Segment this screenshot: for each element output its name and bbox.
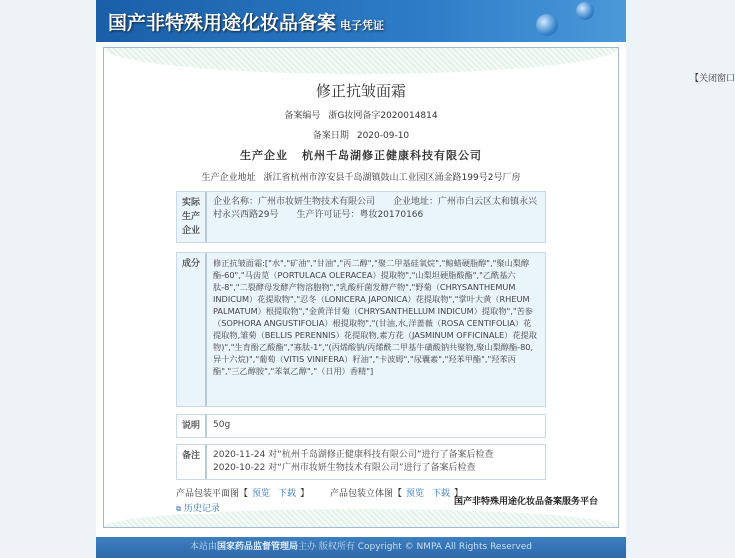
description-label: 说明 bbox=[177, 415, 207, 437]
producer-row bbox=[104, 147, 618, 163]
description-text: 50g bbox=[213, 420, 231, 430]
header-title-text: 国产非特殊用途化妆品备案 bbox=[108, 12, 337, 34]
actual-producer-text: 企业名称：广州市妆妍生物技术有限公司 企业地址：广州市白云区太和镇永兴村永兴西路29号 生产许可证号：粤妆20170166 bbox=[213, 197, 538, 220]
molecule-decoration-icon bbox=[576, 2, 594, 20]
flat-preview-link[interactable]: 预览 bbox=[252, 489, 271, 499]
flat-image-label: 产品包装平面图 bbox=[176, 489, 240, 499]
molecule-decoration-icon bbox=[536, 14, 558, 36]
history-label[interactable]: 历史记录 bbox=[183, 504, 220, 514]
actual-producer-box bbox=[176, 191, 546, 243]
record-number-value: 浙G妆网备字2020014814 bbox=[328, 111, 438, 121]
solid-download-link[interactable]: 下载 bbox=[432, 489, 451, 499]
wave-decoration-top bbox=[104, 48, 618, 74]
remarks-box bbox=[176, 444, 546, 480]
product-name: 修正抗皱面霜 bbox=[315, 82, 406, 100]
bracket: 】 bbox=[300, 489, 310, 499]
flat-download-link[interactable]: 下载 bbox=[278, 489, 297, 499]
record-number-row bbox=[104, 108, 618, 121]
close-window-link[interactable]: 【关闭窗口 bbox=[690, 74, 735, 84]
remarks-text bbox=[207, 445, 545, 479]
bracket: 】 bbox=[454, 489, 464, 499]
solid-image-label: 产品包装立体图 bbox=[329, 489, 393, 499]
header-title bbox=[108, 8, 384, 35]
producer-label: 生产企业 bbox=[240, 149, 288, 162]
description-box bbox=[176, 414, 546, 438]
footer-copyright: 主办 版权所有 Copyright © NMPA All Rights Reserved bbox=[298, 542, 532, 552]
producer-address-row bbox=[104, 170, 618, 183]
remark-line: 2020-11-24 对“杭州千岛湖修正健康科技有限公司”进行了备案后检查 bbox=[213, 450, 494, 460]
record-date-value: 2020-09-10 bbox=[356, 131, 410, 141]
ingredients-box bbox=[176, 252, 546, 407]
page-container bbox=[96, 0, 626, 558]
record-number-label: 备案编号 bbox=[284, 111, 321, 121]
producer-address-label: 生产企业地址 bbox=[201, 173, 256, 183]
solid-preview-link[interactable]: 预览 bbox=[405, 489, 424, 499]
remark-line: 2020-10-22 对“广州市妆妍生物技术有限公司”进行了备案后检查 bbox=[213, 463, 476, 473]
bracket: 【 bbox=[239, 489, 249, 499]
history-link[interactable] bbox=[176, 501, 220, 514]
remarks-label: 备注 bbox=[177, 445, 207, 479]
record-date-row bbox=[104, 128, 618, 141]
footer-prefix: 本站由 bbox=[190, 542, 218, 552]
certificate-card bbox=[103, 47, 619, 528]
producer-address-value: 浙江省杭州市淳安县千岛湖镇鼓山工业园区涌金路199号2号厂房 bbox=[263, 173, 521, 183]
footer-org: 国家药品监督管理局 bbox=[217, 542, 299, 552]
external-link-icon: ⧉ bbox=[176, 505, 181, 513]
bracket: 【 bbox=[392, 489, 402, 499]
header-banner bbox=[96, 0, 626, 42]
platform-name: 国产非特殊用途化妆品备案服务平台 bbox=[453, 497, 598, 507]
footer bbox=[96, 537, 626, 558]
ingredients-text: 修正抗皱面霜:["水","矿油","甘油","丙二醇","聚二甲基硅氧烷","鲸蜡硬脂醇","聚山梨醇酯-60","马齿苋（PORTULACA OLERACEA）提取物","山梨坦硬脂酸酯","乙酰基六肽-8","二裂酵母发酵产物溶胞物","乳酸杆菌发酵产物","野菊（CHRYSANTHEMUM INDICUM）花提取物","忍冬（LONICERA JAPONICA）花提取物","掌叶大黄（RHEUM PALMATUM）根提取物","金黄洋甘菊（CHRYSANTHELLUM INDICUM）提取物","苦参（SOPHORA ANGUSTIFOLIA）根提取物","(甘油,水,洋蔷薇（ROSA CENTIFOLIA）花提取物,雏菊（BELLIS PERENNIS）花提取物,素方花（JASMINUM OFFICINALE）花提取物)","生育酚乙酸酯","寡肽-1","(丙烯酸钠/丙烯酰二甲基牛磺酸钠共聚物,聚山梨醇酯-80,异十六烷)","葡萄（VITIS VINIFERA）籽油","卡波姆","尿囊素","羟苯甲酯","羟苯丙酯","三乙醇胺","苯氧乙醇","（日用）香精"] bbox=[213, 258, 537, 376]
actual-producer-label: 实际生产企业 bbox=[177, 192, 207, 242]
producer-value: 杭州千岛湖修正健康科技有限公司 bbox=[302, 149, 482, 162]
record-date-label: 备案日期 bbox=[312, 131, 349, 141]
header-subtitle: 电子凭证 bbox=[340, 19, 385, 32]
ingredients-label: 成分 bbox=[177, 253, 207, 406]
